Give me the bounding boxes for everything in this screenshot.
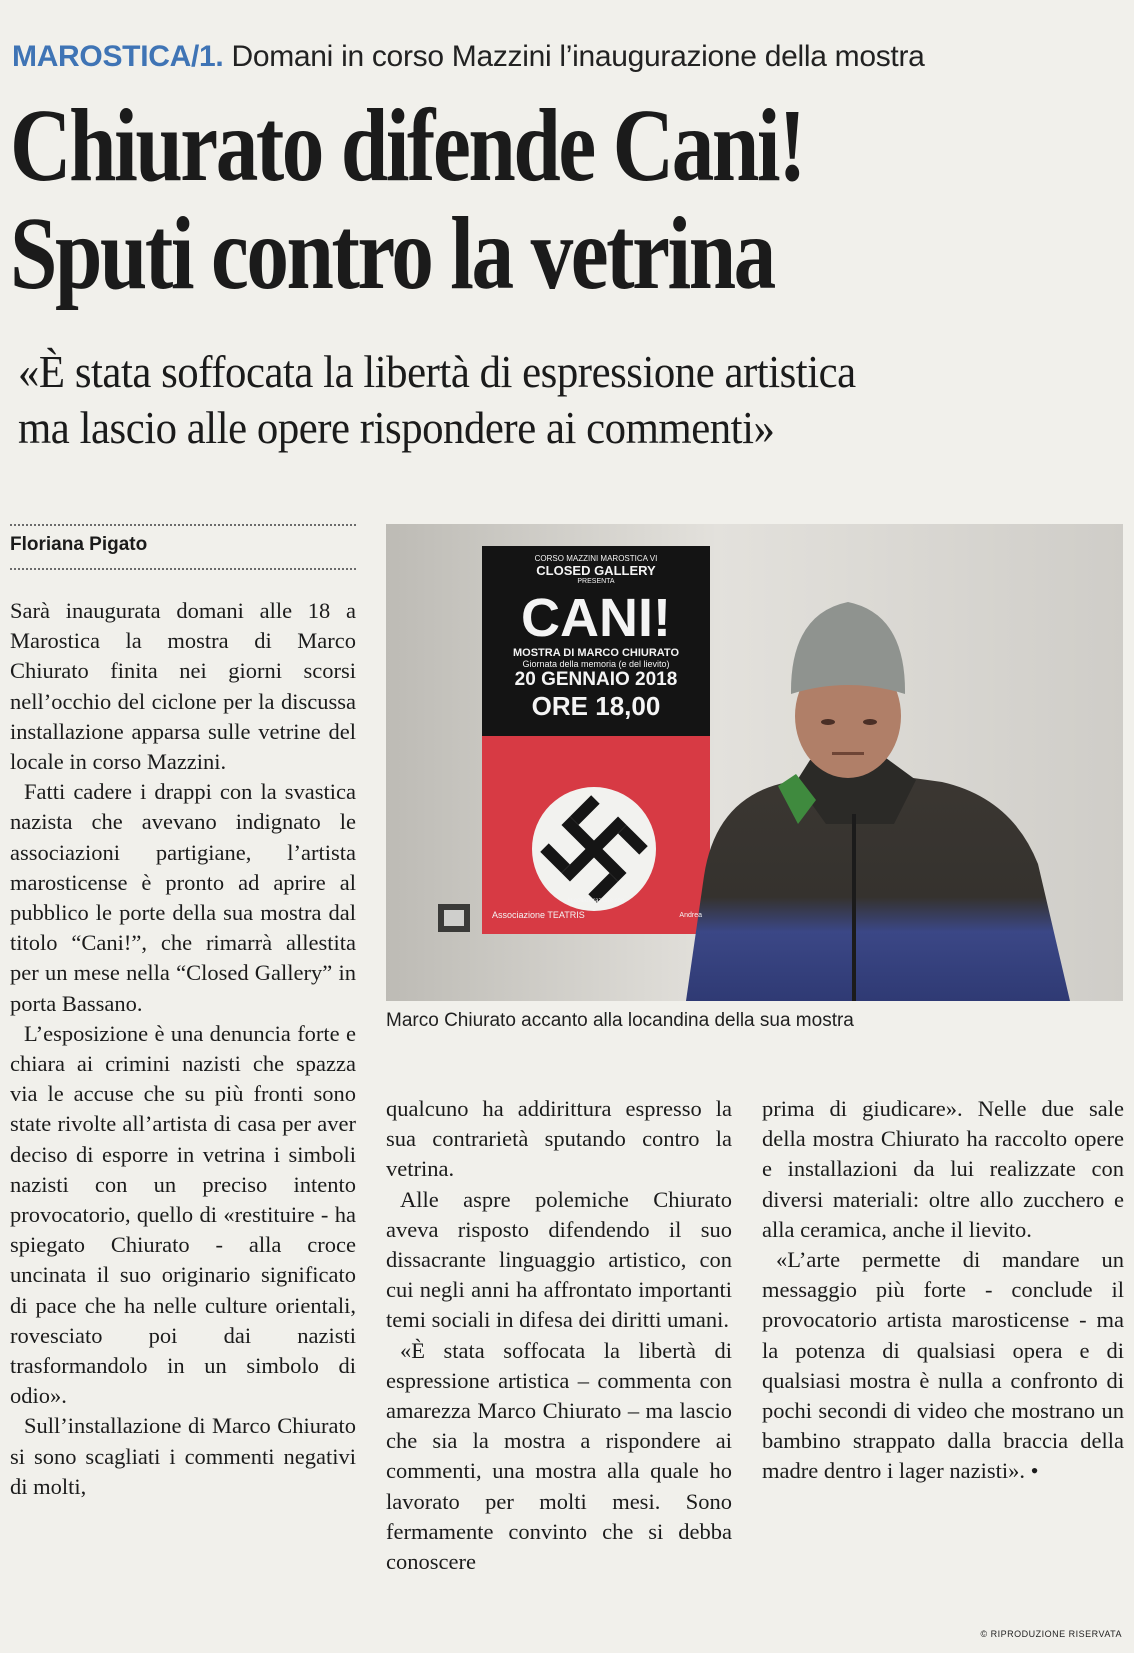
poster-mostra: MOSTRA DI MARCO CHIURATO bbox=[512, 647, 679, 659]
poster-sign: Andrea bbox=[679, 912, 702, 919]
poster-gallery: CLOSED GALLERY bbox=[536, 563, 656, 578]
poster-giornata: Giornata della memoria (e del lievito) bbox=[522, 659, 670, 669]
paragraph: L’esposizione è una denuncia forte e chiara ai crimini nazisti che spazza via le accuse che su più fronti sono state rivolte all’artista di casa per aver deciso di esporre in vetrina i simboli nazisti con un preciso intento provocatorio, quello di «restituire - ha spiegato Chiurato - alla croce uncinata il suo originario significato di pace che ha nelle culture orientali, rovesciato poi dai nazisti trasformandolo in un simbolo di odio». bbox=[10, 1020, 356, 1409]
poster-footer-small: in collaborazione con bbox=[567, 898, 625, 904]
headline-line-2: Sputi contro la vetrina bbox=[10, 196, 774, 311]
byline: Floriana Pigato bbox=[10, 524, 356, 570]
kicker bbox=[12, 40, 925, 74]
headline bbox=[10, 88, 924, 311]
poster-text bbox=[482, 546, 710, 934]
wall-socket bbox=[438, 904, 470, 932]
paragraph: Sull’installazione di Marco Chiurato si sono scagliati i commenti negativi di molti, bbox=[10, 1413, 356, 1499]
kicker-text: Domani in corso Mazzini l’inaugurazione della mostra bbox=[231, 40, 925, 73]
paragraph: Sarà inaugurata domani alle 18 a Marostica la mostra di Marco Chiurato finita nei giorni scorsi nell’occhio del ciclone per la discussa installazione apparsa sulle vetrine del locale in corso Mazzini. bbox=[10, 598, 356, 775]
paragraph: «È stata soffocata la libertà di espressione artistica – commenta con amarezza Marco Chiurato – ma lascio che sia la mostra a rispondere ai commenti, una mostra alla quale ho lavorato per molti mesi. Sono fermamente convinto che si debba conoscere bbox=[386, 1337, 732, 1575]
headline-line-1: Chiurato difende Cani! bbox=[10, 88, 805, 203]
subheadline-line-1: «È stata soffocata la libertà di espressione artistica bbox=[18, 346, 856, 397]
poster-presenta: PRESENTA bbox=[577, 578, 615, 585]
poster-small-top: CORSO MAZZINI MAROSTICA VI bbox=[534, 554, 658, 563]
body-column-2 bbox=[386, 1094, 732, 1577]
body-column-1 bbox=[10, 596, 356, 1502]
body-column-3 bbox=[762, 1094, 1124, 1487]
article-photo bbox=[386, 524, 1123, 1001]
poster-date: 20 GENNAIO 2018 bbox=[514, 669, 678, 690]
section-label: MAROSTICA/1. bbox=[12, 40, 224, 73]
paragraph: Fatti cadere i drappi con la svastica nazista che avevano indignato le associazioni partigiane, l’artista marosticense è pronto ad aprire al pubblico le porte della sua mostra dal titolo “Cani!”, che rimarrà allestita per un mese nella “Closed Gallery” in porta Bassano. bbox=[10, 779, 356, 1016]
paragraph: prima di giudicare». Nelle due sale della mostra Chiurato ha raccolto opere e installazioni da lui realizzate con diversi materiali: oltre allo zucchero e alla ceramica, anche il lievito. bbox=[762, 1096, 1124, 1242]
subheadline-line-2: ma lascio alle opere rispondere ai commenti» bbox=[18, 402, 775, 453]
subheadline bbox=[18, 344, 1050, 456]
poster-title: CANI! bbox=[521, 588, 671, 648]
paragraph: qualcuno ha addirittura espresso la sua contrarietà sputando contro la vetrina. bbox=[386, 1096, 732, 1182]
paragraph: Alle aspre polemiche Chiurato aveva risposto difendendo il suo dissacrante linguaggio artistico, con cui negli anni ha affrontato importanti temi sociali in difesa dei diritti umani. bbox=[386, 1186, 732, 1333]
photo-caption: Marco Chiurato accanto alla locandina della sua mostra bbox=[386, 1010, 854, 1031]
copyright-notice: © RIPRODUZIONE RISERVATA bbox=[980, 1629, 1122, 1639]
paragraph: «L’arte permette di mandare un messaggio più forte - conclude il provocatorio artista marosticense - ma la potenza di qualsiasi opera e di qualsiasi mostra è nulla a confronto di pochi secondi di video che mostrano un bambino strappato dalla braccia della madre dentro i lager nazisti». • bbox=[762, 1247, 1124, 1484]
poster-time: ORE 18,00 bbox=[531, 691, 661, 721]
poster-assoc: Associazione TEATRIS bbox=[492, 910, 585, 920]
